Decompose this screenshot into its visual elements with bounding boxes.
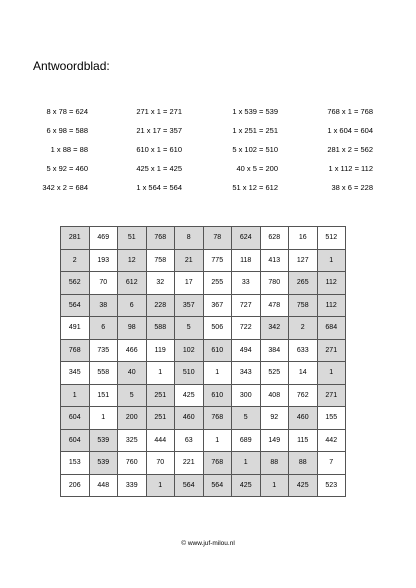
equation: 342 x 2 = 684 xyxy=(42,183,88,192)
grid-cell: 14 xyxy=(289,362,318,385)
grid-cell: 384 xyxy=(260,339,289,362)
grid-cell: 610 xyxy=(203,384,232,407)
equation: 1 x 112 = 112 xyxy=(328,164,373,173)
grid-cell: 510 xyxy=(175,362,204,385)
grid-cell: 1 xyxy=(61,384,90,407)
equation: 1 x 604 = 604 xyxy=(327,126,373,135)
grid-cell: 610 xyxy=(203,339,232,362)
grid-cell: 1 xyxy=(89,407,118,430)
grid-cell: 78 xyxy=(203,227,232,250)
grid-cell: 343 xyxy=(232,362,261,385)
grid-cell: 281 xyxy=(61,227,90,250)
equation-column-2 xyxy=(102,102,182,197)
grid-cell: 564 xyxy=(203,474,232,497)
grid-cell: 151 xyxy=(89,384,118,407)
grid-row xyxy=(61,249,346,272)
grid-cell: 255 xyxy=(203,272,232,295)
grid-cell: 425 xyxy=(289,474,318,497)
equation: 6 x 98 = 588 xyxy=(46,126,88,135)
grid-cell: 325 xyxy=(118,429,147,452)
grid-row xyxy=(61,317,346,340)
grid-row xyxy=(61,227,346,250)
grid-cell: 70 xyxy=(146,452,175,475)
grid-cell: 271 xyxy=(317,384,346,407)
grid-cell: 12 xyxy=(118,249,147,272)
grid-cell: 193 xyxy=(89,249,118,272)
grid-cell: 1 xyxy=(232,452,261,475)
grid-cell: 624 xyxy=(232,227,261,250)
grid-cell: 339 xyxy=(118,474,147,497)
grid-cell: 633 xyxy=(289,339,318,362)
grid-cell: 762 xyxy=(289,384,318,407)
grid-row xyxy=(61,272,346,295)
footer-credit: © www.juf-milou.nl xyxy=(181,540,235,547)
equation: 1 x 539 = 539 xyxy=(232,107,278,116)
grid-cell: 345 xyxy=(61,362,90,385)
grid-row xyxy=(61,474,346,497)
grid-cell: 768 xyxy=(146,227,175,250)
grid-cell: 342 xyxy=(260,317,289,340)
grid-cell: 8 xyxy=(175,227,204,250)
grid-cell: 251 xyxy=(146,407,175,430)
grid-cell: 722 xyxy=(232,317,261,340)
grid-cell: 2 xyxy=(61,249,90,272)
grid-cell: 63 xyxy=(175,429,204,452)
grid-row xyxy=(61,362,346,385)
grid-cell: 758 xyxy=(146,249,175,272)
grid-cell: 564 xyxy=(175,474,204,497)
equation: 281 x 2 = 562 xyxy=(327,145,373,154)
grid-cell: 735 xyxy=(89,339,118,362)
equation-column-3 xyxy=(198,102,278,197)
equation-column-4 xyxy=(293,102,373,197)
grid-cell: 768 xyxy=(61,339,90,362)
grid-cell: 444 xyxy=(146,429,175,452)
grid-cell: 88 xyxy=(289,452,318,475)
grid-cell: 491 xyxy=(61,317,90,340)
grid-cell: 562 xyxy=(61,272,90,295)
page-title: Antwoordblad: xyxy=(33,59,110,73)
grid-cell: 460 xyxy=(289,407,318,430)
grid-cell: 221 xyxy=(175,452,204,475)
grid-cell: 588 xyxy=(146,317,175,340)
equation: 51 x 12 = 612 xyxy=(232,183,278,192)
grid-cell: 251 xyxy=(146,384,175,407)
equation: 610 x 1 = 610 xyxy=(136,145,182,154)
grid-cell: 112 xyxy=(317,294,346,317)
grid-cell: 115 xyxy=(289,429,318,452)
grid-cell: 5 xyxy=(118,384,147,407)
grid-cell: 558 xyxy=(89,362,118,385)
grid-cell: 425 xyxy=(232,474,261,497)
grid-cell: 88 xyxy=(260,452,289,475)
grid-cell: 2 xyxy=(289,317,318,340)
grid-cell: 564 xyxy=(61,294,90,317)
grid-cell: 1 xyxy=(146,362,175,385)
grid-cell: 466 xyxy=(118,339,147,362)
equation: 1 x 564 = 564 xyxy=(136,183,182,192)
grid-cell: 357 xyxy=(175,294,204,317)
grid-cell: 1 xyxy=(203,429,232,452)
grid-cell: 17 xyxy=(175,272,204,295)
grid-cell: 448 xyxy=(89,474,118,497)
grid-cell: 684 xyxy=(317,317,346,340)
grid-cell: 539 xyxy=(89,429,118,452)
grid-cell: 768 xyxy=(203,452,232,475)
grid-cell: 1 xyxy=(260,474,289,497)
equation: 5 x 92 = 460 xyxy=(46,164,88,173)
grid-cell: 523 xyxy=(317,474,346,497)
grid-cell: 118 xyxy=(232,249,261,272)
grid-cell: 506 xyxy=(203,317,232,340)
grid-cell: 775 xyxy=(203,249,232,272)
grid-cell: 6 xyxy=(118,294,147,317)
grid-cell: 149 xyxy=(260,429,289,452)
equation: 21 x 17 = 357 xyxy=(136,126,182,135)
grid-cell: 33 xyxy=(232,272,261,295)
grid-cell: 760 xyxy=(118,452,147,475)
grid-row xyxy=(61,429,346,452)
grid-cell: 16 xyxy=(289,227,318,250)
grid-cell: 5 xyxy=(175,317,204,340)
grid-cell: 300 xyxy=(232,384,261,407)
equation: 8 x 78 = 624 xyxy=(46,107,88,116)
equation: 425 x 1 = 425 xyxy=(136,164,182,173)
equation-column-1 xyxy=(8,102,88,197)
grid-cell: 408 xyxy=(260,384,289,407)
equation: 768 x 1 = 768 xyxy=(327,107,373,116)
grid-cell: 478 xyxy=(260,294,289,317)
grid-cell: 98 xyxy=(118,317,147,340)
grid-cell: 612 xyxy=(118,272,147,295)
grid-cell: 6 xyxy=(89,317,118,340)
grid-cell: 425 xyxy=(175,384,204,407)
grid-cell: 38 xyxy=(89,294,118,317)
grid-cell: 112 xyxy=(317,272,346,295)
grid-cell: 604 xyxy=(61,407,90,430)
grid-cell: 265 xyxy=(289,272,318,295)
grid-cell: 102 xyxy=(175,339,204,362)
grid-cell: 768 xyxy=(203,407,232,430)
grid-cell: 539 xyxy=(89,452,118,475)
grid-cell: 780 xyxy=(260,272,289,295)
grid-cell: 367 xyxy=(203,294,232,317)
equation: 38 x 6 = 228 xyxy=(331,183,373,192)
grid-row xyxy=(61,452,346,475)
grid-row xyxy=(61,384,346,407)
grid-cell: 92 xyxy=(260,407,289,430)
grid-cell: 525 xyxy=(260,362,289,385)
grid-row xyxy=(61,294,346,317)
grid-cell: 7 xyxy=(317,452,346,475)
equation: 1 x 251 = 251 xyxy=(232,126,278,135)
grid-cell: 512 xyxy=(317,227,346,250)
grid-cell: 1 xyxy=(203,362,232,385)
grid-cell: 689 xyxy=(232,429,261,452)
grid-cell: 51 xyxy=(118,227,147,250)
grid-cell: 494 xyxy=(232,339,261,362)
grid-cell: 70 xyxy=(89,272,118,295)
grid-row xyxy=(61,407,346,430)
grid-cell: 413 xyxy=(260,249,289,272)
grid-cell: 1 xyxy=(146,474,175,497)
grid-cell: 200 xyxy=(118,407,147,430)
equation: 1 x 88 = 88 xyxy=(50,145,88,154)
equation: 271 x 1 = 271 xyxy=(136,107,182,116)
grid-cell: 119 xyxy=(146,339,175,362)
grid-cell: 1 xyxy=(317,362,346,385)
grid-cell: 21 xyxy=(175,249,204,272)
grid-cell: 604 xyxy=(61,429,90,452)
grid-cell: 127 xyxy=(289,249,318,272)
grid-cell: 727 xyxy=(232,294,261,317)
grid-row xyxy=(61,339,346,362)
grid-cell: 628 xyxy=(260,227,289,250)
grid-cell: 153 xyxy=(61,452,90,475)
grid-cell: 1 xyxy=(317,249,346,272)
grid-cell: 442 xyxy=(317,429,346,452)
equation: 40 x 5 = 200 xyxy=(236,164,278,173)
grid-cell: 460 xyxy=(175,407,204,430)
answer-grid xyxy=(60,226,346,497)
grid-cell: 5 xyxy=(232,407,261,430)
grid-cell: 40 xyxy=(118,362,147,385)
grid-cell: 469 xyxy=(89,227,118,250)
grid-cell: 228 xyxy=(146,294,175,317)
grid-cell: 758 xyxy=(289,294,318,317)
grid-cell: 206 xyxy=(61,474,90,497)
grid-cell: 32 xyxy=(146,272,175,295)
grid-cell: 271 xyxy=(317,339,346,362)
grid-cell: 155 xyxy=(317,407,346,430)
equation: 5 x 102 = 510 xyxy=(232,145,278,154)
